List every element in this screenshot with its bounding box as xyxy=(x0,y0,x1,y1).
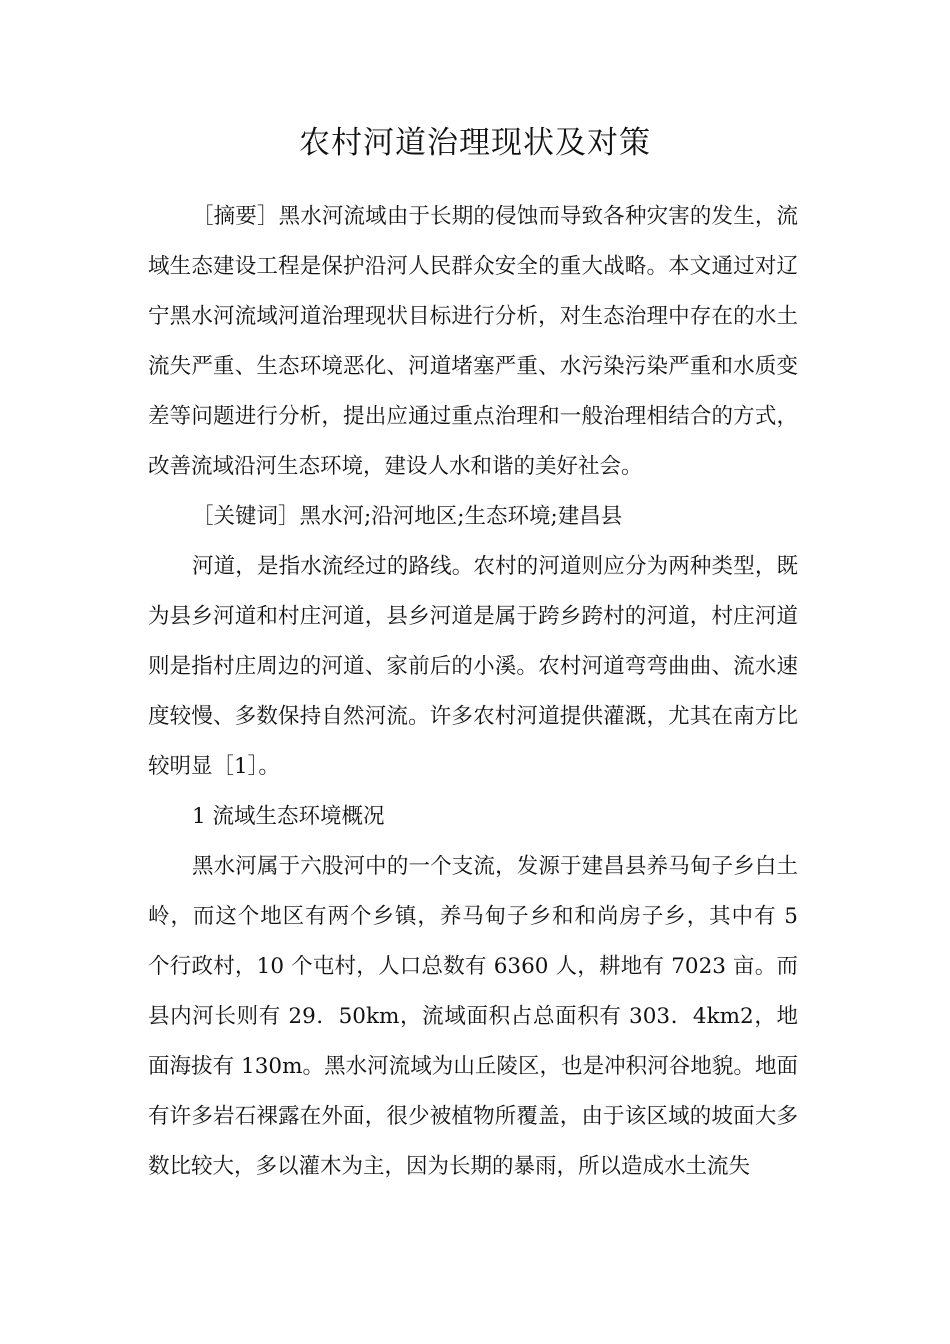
document-body xyxy=(148,192,798,1192)
section-paragraph: 黑水河属于六股河中的一个支流，发源于建昌县养马甸子乡白土岭，而这个地区有两个乡镇，养马甸子乡和和尚房子乡，其中有 5 个行政村，10 个屯村，人口总数有 6360 人，耕地有 7023 亩。而县内河长则有 29．50km，流域面积占总面积有 303．4km2，地面海拔有 130m。黑水河流域为山丘陵区，也是冲积河谷地貌。地面有许多岩石裸露在外面，很少被植物所覆盖，由于该区域的坡面大多数比较大，多以灌木为主，因为长期的暴雨，所以造成水土流失 xyxy=(148,854,798,1179)
intro-paragraph: 河道，是指水流经过的路线。农村的河道则应分为两种类型，既为县乡河道和村庄河道，县乡河道是属于跨乡跨村的河道，村庄河道则是指村庄周边的河道、家前后的小溪。农村河道弯弯曲曲、流水速度较慢、多数保持自然河流。许多农村河道提供灌溉，尤其在南方比较明显［1］。 xyxy=(148,554,798,779)
abstract-paragraph: ［摘要］黑水河流域由于长期的侵蚀而导致各种灾害的发生，流域生态建设工程是保护沿河人民群众安全的重大战略。本文通过对辽宁黑水河流域河道治理现状目标进行分析，对生态治理中存在的水土流失严重、生态环境恶化、河道堵塞严重、水污染污染严重和水质变差等问题进行分析，提出应通过重点治理和一般治理相结合的方式，改善流域沿河生态环境，建设人水和谐的美好社会。 xyxy=(148,204,798,479)
document-title: 农村河道治理现状及对策 xyxy=(299,125,651,161)
section-heading: 1 流域生态环境概况 xyxy=(192,804,385,829)
keywords-paragraph: ［关键词］黑水河;沿河地区;生态环境;建昌县 xyxy=(192,504,623,529)
